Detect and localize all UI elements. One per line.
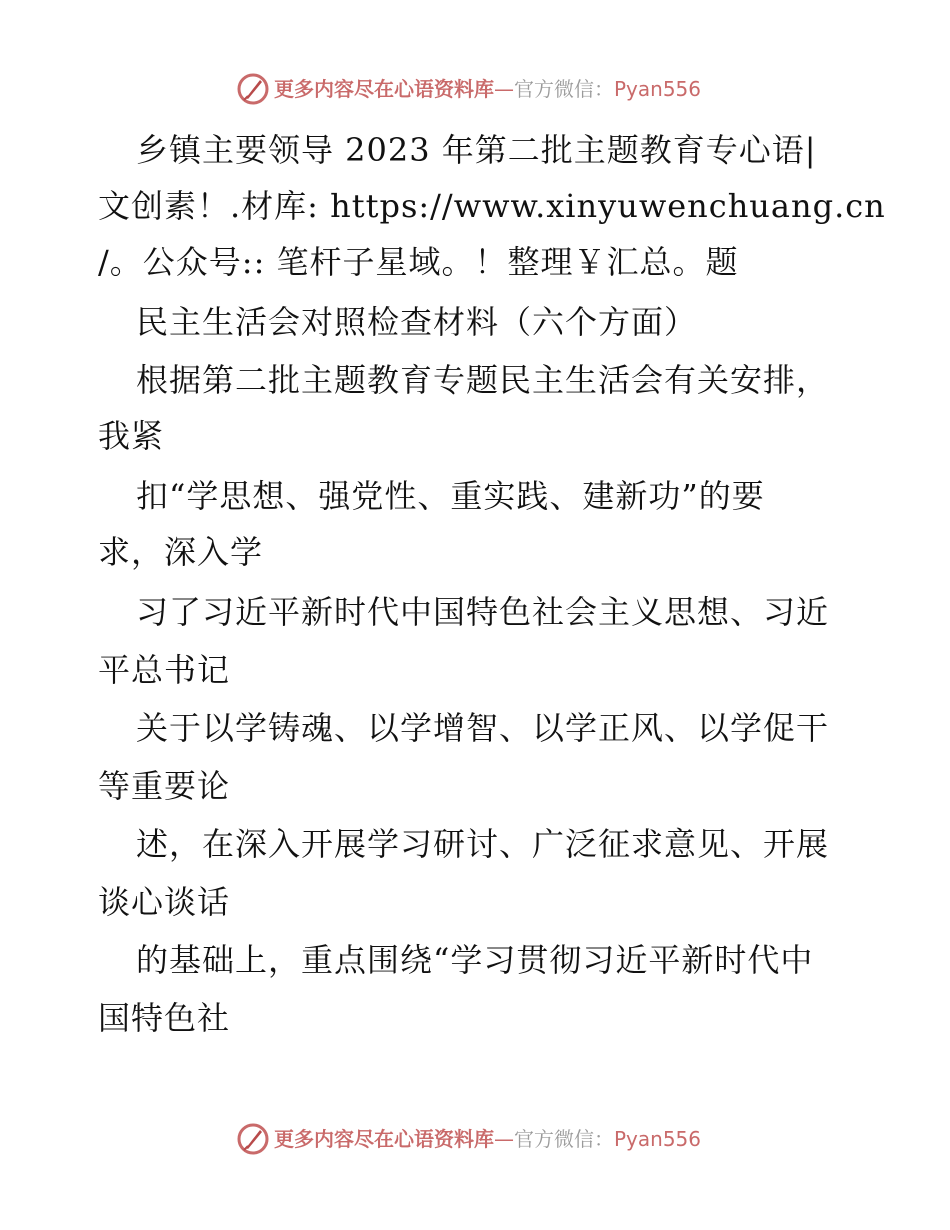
header-dash: — — [494, 77, 514, 101]
header-brand-text: 更多内容尽在心语资料库 — [274, 77, 494, 101]
footer-dash: — — [494, 1127, 514, 1151]
body-line-3: /。公众号:: 笔杆子星域。！整理￥汇总。题 — [98, 243, 739, 281]
body-line-13: 述，在深入开展学习研讨、广泛征求意见、开展 — [136, 825, 830, 863]
body-line-16: 国特色社 — [98, 999, 231, 1037]
body-line-7: 扣“学思想、强党性、重实践、建新功”的要 — [136, 477, 765, 515]
body-line-4: 民主生活会对照检查材料（六个方面） — [136, 303, 698, 341]
body-line-8: 求，深入学 — [98, 533, 264, 571]
footer-brand-text: 更多内容尽在心语资料库 — [274, 1127, 494, 1151]
header-official-label: 官方微信： — [514, 77, 614, 101]
body-line-9: 习了习近平新时代中国特色社会主义思想、习近 — [136, 593, 830, 631]
footer-official-label: 官方微信： — [514, 1127, 614, 1151]
body-line-15: 的基础上，重点围绕“学习贯彻习近平新时代中 — [136, 941, 814, 979]
body-line-5: 根据第二批主题教育专题民主生活会有关安排， — [136, 361, 830, 399]
footer-watermark-banner — [0, 1120, 950, 1160]
body-line-10: 平总书记 — [98, 651, 231, 689]
body-line-11: 关于以学铸魂、以学增智、以学正风、以学促干 — [136, 709, 830, 747]
body-line-14: 谈心谈话 — [98, 883, 231, 921]
header-watermark-text — [274, 76, 701, 102]
header-watermark-banner — [0, 70, 950, 110]
body-line-12: 等重要论 — [98, 767, 231, 805]
quill-logo-icon — [236, 1122, 270, 1156]
quill-logo-icon — [236, 72, 270, 106]
footer-account-id: Pyan556 — [614, 1127, 702, 1151]
body-line-6: 我紧 — [98, 417, 165, 455]
header-account-id: Pyan556 — [614, 77, 702, 101]
body-line-1: 乡镇主要领导 2023 年第二批主题教育专心语| — [136, 131, 817, 169]
body-line-2: 文创素！.材库: https://www.xinyuwenchuang.cn — [98, 187, 886, 225]
footer-watermark-text — [274, 1126, 701, 1152]
